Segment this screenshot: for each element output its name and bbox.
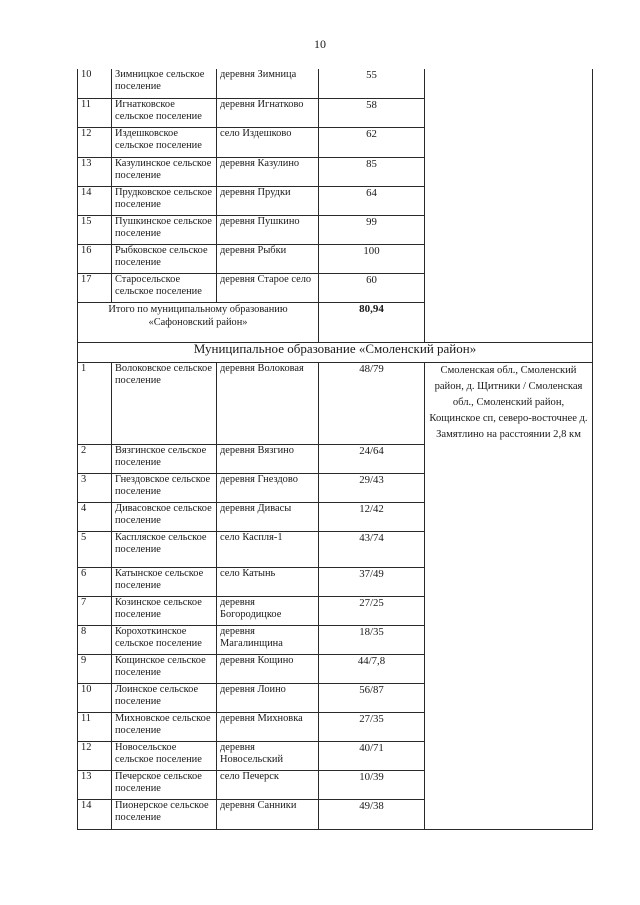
settlement-name: Новосельское сельское поселение [112, 741, 217, 770]
row-number: 2 [78, 444, 112, 473]
row-number: 17 [78, 273, 112, 302]
row-number: 6 [78, 567, 112, 596]
settlement-name: Лоинское сельское поселение [112, 683, 217, 712]
distance: 85 [319, 157, 425, 186]
locality: село Печерск [217, 770, 319, 799]
location-note-text: Смоленская обл., Смоленский район, д. Щитники / Смоленская обл., Смоленский район, Кощинское сп, северо-восточнее д. Замятлино на расстоянии 2,8 км [429, 364, 588, 440]
distance: 18/35 [319, 625, 425, 654]
settlement-name: Каспляское сельское поселение [112, 531, 217, 567]
locality: деревня Вязгино [217, 444, 319, 473]
settlement-name: Кощинское сельское поселение [112, 654, 217, 683]
row-number: 11 [78, 712, 112, 741]
row-number: 14 [78, 799, 112, 829]
distance: 56/87 [319, 683, 425, 712]
section-row [78, 342, 593, 362]
locality: деревня Гнездово [217, 473, 319, 502]
locality: деревня Пушкино [217, 215, 319, 244]
locality: деревня Новосельский [217, 741, 319, 770]
row-number: 3 [78, 473, 112, 502]
distance: 12/42 [319, 502, 425, 531]
section-title: Муниципальное образование «Смоленский район» [78, 342, 593, 362]
row-number: 4 [78, 502, 112, 531]
distance: 55 [319, 69, 425, 98]
locality: деревня Богородицкое [217, 596, 319, 625]
locality: деревня Лоино [217, 683, 319, 712]
table-row [78, 69, 593, 98]
distance: 62 [319, 127, 425, 157]
distance: 29/43 [319, 473, 425, 502]
locality: деревня Дивасы [217, 502, 319, 531]
distance: 27/25 [319, 596, 425, 625]
locality: деревня Санники [217, 799, 319, 829]
distance: 48/79 [319, 362, 425, 444]
locality: деревня Магалинщина [217, 625, 319, 654]
settlement-name: Рыбковское сельское поселение [112, 244, 217, 273]
distance: 40/71 [319, 741, 425, 770]
settlements-table [77, 69, 593, 830]
settlement-name: Волоковское сельское поселение [112, 362, 217, 444]
distance: 37/49 [319, 567, 425, 596]
row-number: 11 [78, 98, 112, 127]
row-number: 14 [78, 186, 112, 215]
row-number: 12 [78, 127, 112, 157]
locality: деревня Казулино [217, 157, 319, 186]
row-number: 10 [78, 683, 112, 712]
locality: деревня Зимница [217, 69, 319, 98]
locality: деревня Михновка [217, 712, 319, 741]
distance: 24/64 [319, 444, 425, 473]
row-number: 12 [78, 741, 112, 770]
locality: деревня Волоковая [217, 362, 319, 444]
total-value: 80,94 [319, 302, 425, 342]
row-number: 7 [78, 596, 112, 625]
locality: деревня Прудки [217, 186, 319, 215]
settlement-name: Прудковское сельское поселение [112, 186, 217, 215]
distance: 43/74 [319, 531, 425, 567]
row-number: 8 [78, 625, 112, 654]
settlement-name: Старосельское сельское поселение [112, 273, 217, 302]
row-number: 13 [78, 157, 112, 186]
settlement-name: Пушкинское сельское поселение [112, 215, 217, 244]
row-number: 10 [78, 69, 112, 98]
distance: 60 [319, 273, 425, 302]
table-row [78, 362, 593, 444]
settlement-name: Дивасовское сельское поселение [112, 502, 217, 531]
locality: деревня Старое село [217, 273, 319, 302]
settlement-name: Катынское сельское поселение [112, 567, 217, 596]
distance: 58 [319, 98, 425, 127]
note-cell-empty [425, 69, 593, 342]
locality: село Издешково [217, 127, 319, 157]
locality: село Каспля-1 [217, 531, 319, 567]
row-number: 13 [78, 770, 112, 799]
settlement-name: Печерское сельское поселение [112, 770, 217, 799]
settlement-name: Козинское сельское поселение [112, 596, 217, 625]
distance: 44/7,8 [319, 654, 425, 683]
row-number: 1 [78, 362, 112, 444]
locality: село Катынь [217, 567, 319, 596]
row-number: 16 [78, 244, 112, 273]
distance: 49/38 [319, 799, 425, 829]
distance: 27/35 [319, 712, 425, 741]
settlement-name: Игнатковское сельское поселение [112, 98, 217, 127]
settlement-name: Корохоткинское сельское поселение [112, 625, 217, 654]
distance: 100 [319, 244, 425, 273]
row-number: 9 [78, 654, 112, 683]
location-note [425, 362, 593, 829]
settlement-name: Михновское сельское поселение [112, 712, 217, 741]
distance: 99 [319, 215, 425, 244]
row-number: 5 [78, 531, 112, 567]
distance: 10/39 [319, 770, 425, 799]
row-number: 15 [78, 215, 112, 244]
distance: 64 [319, 186, 425, 215]
total-label: Итого по муниципальному образованию «Сафоновский район» [78, 302, 319, 342]
settlement-name: Зимницкое сельское поселение [112, 69, 217, 98]
page-number: 10 [314, 37, 326, 51]
settlement-name: Гнездовское сельское поселение [112, 473, 217, 502]
locality: деревня Игнатково [217, 98, 319, 127]
locality: деревня Рыбки [217, 244, 319, 273]
settlement-name: Пионерское сельское поселение [112, 799, 217, 829]
settlement-name: Вязгинское сельское поселение [112, 444, 217, 473]
settlement-name: Казулинское сельское поселение [112, 157, 217, 186]
locality: деревня Кощино [217, 654, 319, 683]
settlement-name: Издешковское сельское поселение [112, 127, 217, 157]
